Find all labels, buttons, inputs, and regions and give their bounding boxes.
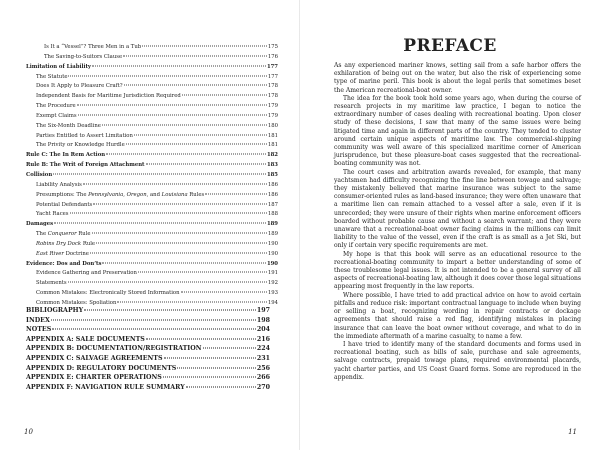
toc-entry (26, 171, 278, 181)
toc-entry-title: The Saving-to-Suitors Clause (44, 53, 123, 60)
dot-leader (177, 367, 255, 368)
dot-leader (126, 144, 267, 145)
toc-entry-page: 186 (267, 191, 278, 198)
toc-entry (26, 181, 278, 191)
toc-entry (26, 82, 278, 92)
preface-paragraph: As any experienced mariner knows, setting sail from a safe harbor offers the exhilaration of being out on the water, but also the risk of experiencing some type of marine peril. This book is about the legal perils that sometimes beset the American recreational-boat owner. (334, 62, 581, 94)
toc-entry (26, 201, 278, 211)
back-matter-entry-page: 204 (256, 326, 270, 334)
toc-entry-page: 190 (267, 240, 278, 247)
dot-leader (205, 193, 267, 194)
toc-entry (26, 132, 278, 142)
toc-entry-page: 175 (267, 44, 278, 50)
dot-leader (146, 338, 256, 339)
dot-leader (54, 223, 266, 224)
back-matter-entry-title: INDEX (26, 316, 50, 324)
preface-body (334, 62, 581, 382)
table-of-contents (26, 43, 278, 309)
toc-entry-title: Rule C: The In Rem Action (26, 152, 106, 159)
preface-paragraph: The court cases and arbitration awards revealed, for example, that many yachtsmen had difficulty recognizing the fine line between towage and salvage; they mistakenly believed that marine insurance was subject to the same consumer-oriented rules as land-based insurance; they were often unaware that a maritime lien can remain attached to a vessel after a sale, even if it is unrecorded; they were unsure of their rights when marine enforcement officers boarded without probable cause and without a search warrant; and they were unaware that a recreational-boat owner facing claims in the millions can limit liability to the value of the vessel, even if the craft is as small as a Jet Ski, but only if certain very specific requirements are met. (334, 168, 581, 250)
toc-entry-title: Exempt Claims (36, 112, 77, 119)
back-matter-entry-title: APPENDIX E: CHARTER OPERATIONS (26, 374, 162, 382)
toc-entry-page: 181 (267, 142, 278, 149)
toc-entry (26, 53, 278, 63)
dot-leader (83, 183, 267, 184)
toc-entry-page: 189 (267, 231, 278, 238)
toc-entry-page: 191 (267, 270, 278, 277)
back-matter-entry (26, 306, 270, 316)
toc-entry-page: 189 (266, 221, 278, 228)
back-matter-entry-page: 266 (256, 374, 270, 382)
dot-leader (123, 55, 267, 56)
dot-leader (92, 65, 266, 66)
toc-entry-title: Common Mistakes: Electronically Stored Information (36, 290, 180, 297)
right-page-preface (300, 0, 600, 450)
toc-entry (26, 220, 278, 230)
dot-leader (163, 377, 256, 378)
toc-entry (26, 260, 278, 270)
toc-entry-title: East River Doctrine (36, 250, 89, 257)
toc-entry-title: Limitation of Liability (26, 63, 92, 70)
toc-entry-title: Parties Entitled to Assert Limitation (36, 132, 133, 139)
dot-leader (117, 301, 266, 302)
toc-entry-title: The Six-Month Deadline (36, 122, 101, 129)
dot-leader (70, 213, 267, 214)
back-matter-entry (26, 383, 270, 393)
dot-leader (164, 357, 256, 358)
toc-entry-title: Common Mistakes: Spoliation (36, 299, 117, 306)
toc-entry-page: 181 (267, 132, 278, 139)
toc-entry (26, 43, 278, 53)
back-matter-entry (26, 354, 270, 364)
toc-entry-title: Is It a “Vessel”? Three Men in a Tub (44, 44, 142, 50)
back-matter-entry (26, 335, 270, 345)
toc-entry (26, 151, 278, 161)
toc-entry-title: Evidence: Dos and Don’ts (26, 260, 102, 267)
back-matter-entry-page: 198 (256, 316, 270, 324)
toc-entry-page: 176 (267, 53, 278, 60)
back-matter-entry (26, 316, 270, 326)
back-matter-entry-page: 231 (256, 354, 270, 362)
toc-entry-title: Evidence Gathering and Preservation (36, 270, 137, 277)
toc-entry (26, 279, 278, 289)
dot-leader (203, 348, 256, 349)
toc-entry-page: 177 (266, 63, 278, 70)
toc-entry-page: 180 (267, 122, 278, 129)
back-matter-entry-title: APPENDIX F: NAVIGATION RULE SUMMARY (26, 383, 185, 391)
back-matter-entry-page: 197 (256, 307, 270, 314)
toc-entry-title: The Statute (36, 73, 68, 80)
back-matter-entry-title: APPENDIX B: DOCUMENTATION/REGISTRATION (26, 345, 202, 353)
dot-leader (68, 75, 266, 76)
preface-paragraph: Where possible, I have tried to add practical advice on how to avoid certain pitfalls and reduce risk: important contractual language to include when buying or selling a boat, recognizing wording in repair contracts or dockage agreements that should raise a red flag, identifying mistakes in placing insurance that can leave the boat owner without coverage, and what to do in the immediate aftermath of a marine casualty, to name a few. (334, 291, 581, 340)
back-matter-entry (26, 344, 270, 354)
toc-entry (26, 73, 278, 83)
toc-entry-page: 183 (266, 162, 278, 169)
toc-entry (26, 92, 278, 102)
dot-leader (78, 114, 267, 115)
toc-entry-page: 179 (267, 112, 278, 119)
toc-entry-page: 177 (267, 73, 278, 80)
toc-entry-title: The Procedure (36, 103, 76, 110)
dot-leader (186, 386, 256, 387)
back-matter-entry-page: 216 (256, 335, 270, 343)
preface-paragraph: My hope is that this book will serve as an educational resource to the recreational-boating community to impart a better understanding of some of these troublesome legal issues. It is not intended to be a general survey of all aspects of recreational-boating law, although it does cover those legal situations appearing most frequently in the law reports. (334, 250, 581, 291)
toc-entry (26, 191, 278, 201)
toc-entry (26, 63, 278, 73)
toc-entry-title: Independent Basis for Maritime Jurisdiction Required (36, 93, 181, 100)
toc-entry-page: 186 (267, 181, 278, 188)
toc-entry-title: Statements (36, 280, 67, 287)
dot-leader (93, 203, 267, 204)
back-matter-entry-title: APPENDIX A: SALE DOCUMENTS (26, 335, 145, 343)
back-matter-entry (26, 373, 270, 383)
dot-leader (142, 46, 267, 47)
back-matter-entry-title: NOTES (26, 326, 52, 334)
toc-entry-title: Potential Defendants (36, 201, 93, 208)
toc-entry (26, 141, 278, 151)
toc-entry (26, 289, 278, 299)
dot-leader (90, 252, 267, 253)
toc-entry-page: 188 (267, 211, 278, 218)
dot-leader (92, 233, 267, 234)
toc-entry (26, 122, 278, 132)
back-matter-entry (26, 364, 270, 374)
toc-entry (26, 161, 278, 171)
dot-leader (51, 319, 256, 320)
toc-entry (26, 269, 278, 279)
toc-entry-title: Does It Apply to Pleasure Craft? (36, 83, 123, 90)
toc-entry-page: 185 (266, 171, 278, 178)
toc-entry (26, 240, 278, 250)
toc-entry-title: Damages (26, 221, 54, 228)
back-matter-entry (26, 325, 270, 335)
toc-entry-page: 178 (267, 93, 278, 100)
toc-entry-page: 193 (267, 290, 278, 297)
back-matter-entry-title: BIBLIOGRAPHY (26, 307, 84, 314)
dot-leader (124, 85, 267, 86)
back-matter-list (26, 306, 270, 392)
back-matter-entry-page: 224 (256, 345, 270, 353)
toc-entry (26, 102, 278, 112)
dot-leader (146, 164, 266, 165)
toc-entry-title: Yacht Races (36, 211, 69, 218)
dot-leader (106, 154, 266, 155)
toc-entry-page: 190 (266, 260, 278, 267)
toc-entry-page: 182 (266, 152, 278, 159)
page-number-left: 10 (24, 428, 33, 436)
dot-leader (84, 310, 256, 311)
back-matter-entry-title: APPENDIX D: REGULATORY DOCUMENTS (26, 364, 177, 372)
preface-heading: PREFACE (403, 36, 497, 56)
back-matter-entry-title: APPENDIX C: SALVAGE AGREEMENTS (26, 354, 163, 362)
toc-entry-title: Collision (26, 171, 53, 178)
toc-entry-title: Rule B: The Writ of Foreign Attachment (26, 162, 145, 169)
toc-entry (26, 250, 278, 260)
page-number-right: 11 (568, 428, 577, 436)
back-matter-entry-page: 256 (256, 364, 270, 372)
toc-entry-title: The Privity or Knowledge Hurdle (36, 142, 125, 149)
toc-entry (26, 112, 278, 122)
dot-leader (68, 282, 267, 283)
toc-entry-page: 187 (267, 201, 278, 208)
dot-leader (102, 124, 267, 125)
toc-entry-page: 178 (267, 83, 278, 90)
preface-paragraph: I have tried to identify many of the standard documents and forms used in recreational boating, such as bills of sale, purchase and sale agreements, salvage contracts, prepaid towage plans, required environmental placards, yacht charter parties, and US Coast Guard forms. Some are reproduced in the appendix. (334, 340, 581, 381)
toc-entry (26, 210, 278, 220)
dot-leader (77, 105, 267, 106)
toc-entry-title: Liability Analysis (36, 181, 82, 188)
toc-entry-page: 192 (267, 280, 278, 287)
dot-leader (138, 272, 267, 273)
dot-leader (134, 134, 267, 135)
preface-paragraph: The idea for the book took hold some years ago, when during the course of research projects in my maritime law practice, I began to notice the extraordinary number of cases dealing with recreational boating. Upon closer study of these decisions, I saw that many of the same issues were being litigated time and again in different parts of the country. They tended to cluster around certain unique aspects of maritime law. The commercial-shipping community was well aware of this specialized maritime corner of American jurisprudence, but these pleasure-boat cases suggested that the recreational-boating community was not. (334, 94, 581, 168)
toc-entry (26, 230, 278, 240)
dot-leader (181, 292, 267, 293)
dot-leader (96, 242, 267, 243)
dot-leader (52, 329, 256, 330)
toc-entry-page: 179 (267, 103, 278, 110)
back-matter-entry-page: 270 (256, 383, 270, 391)
dot-leader (182, 95, 267, 96)
toc-entry-title: Presumptions: The Pennsylvania, Oregon, and Louisiana Rules (36, 191, 205, 198)
toc-entry-page: 190 (267, 250, 278, 257)
dot-leader (53, 173, 266, 174)
toc-entry-page: 194 (267, 299, 278, 306)
toc-entry-title: Robins Dry Dock Rule (36, 240, 96, 247)
toc-entry-title: The Conqueror Rule (36, 231, 91, 238)
dot-leader (102, 262, 265, 263)
